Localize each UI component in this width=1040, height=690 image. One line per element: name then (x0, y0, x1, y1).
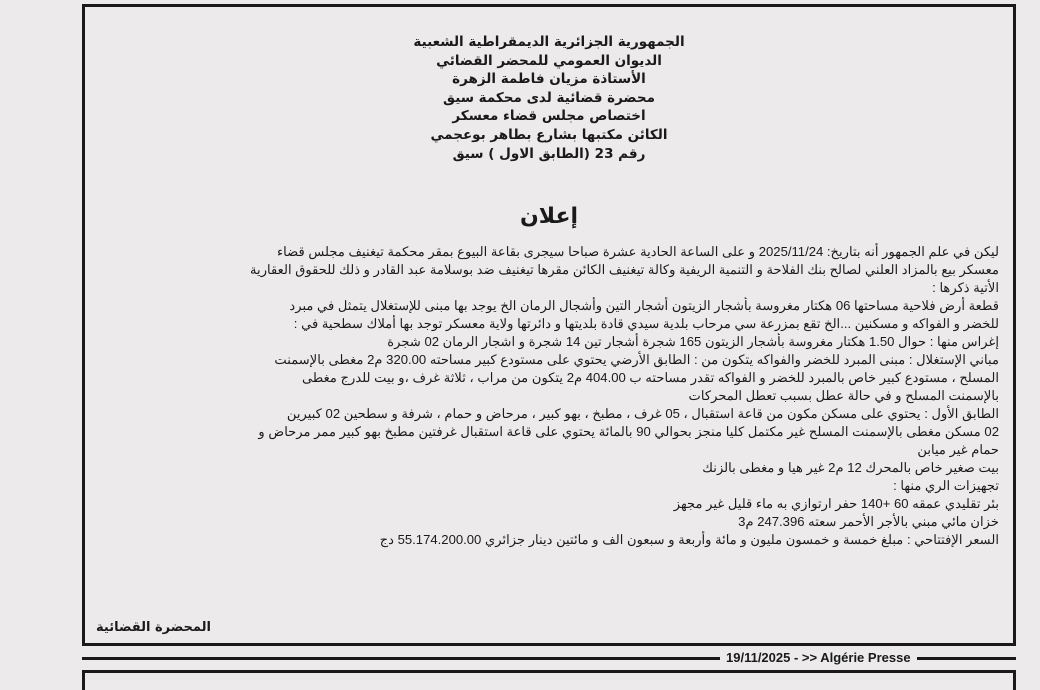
next-article-frame (82, 670, 1016, 690)
body-line: مباني الإستغلال : مبنى المبرد للخضر والفواكه يتكون من : الطابق الأرضي يحتوي على مستودع كبير مساحته 320.00 م2 مغطى بالإسمنت (274, 352, 999, 367)
body-line: للخضر و الفواكه و مسكنين ...الخ تقع بمزرعة سي مرحاب بلدية سيدي قادة بلديتها و دائرتها ولاية معسكر توجد بها أملاك سطحية في : (293, 316, 999, 331)
body-line: خزان مائي مبني بالأجر الأحمر سعته 247.396 م3 (738, 514, 999, 529)
header-line: الجمهورية الجزائرية الديمقراطية الشعبية (413, 34, 685, 50)
body-line: السعر الإفتتاحي : مبلغ خمسة و خمسون مليون و مائة وأربعة و سبعون الف و مائتين دينار جزائري 55.174.200.00 دج (379, 532, 999, 547)
body-line: قطعة أرض فلاحية مساحتها 06 هكتار مغروسة بأشجار الزيتون أشجار التين وأشجال الرمان الخ يوجد بها مبنى للإستغلال يتمثل في مبرد (289, 298, 999, 313)
body-line: بيت صغير خاص بالمحرك 12 م2 غير هيا و مغطى بالزنك (702, 460, 999, 475)
body-line: المسلح ، مستودع كبير خاص بالمبرد للخضر و الفواكه تقدر مساحته ب 404.00 م2 يتكون من مراب ، ثلاثة غرف ،و بيت للدرج مغطى (301, 370, 999, 385)
announcement-frame (82, 4, 1016, 646)
announcement-title: إعلان (519, 204, 579, 229)
header-line: الديوان العمومي للمحضر القضائي (436, 52, 662, 69)
body-line: ليكن في علم الجمهور أنه بتاريخ: 2025/11/24 و على الساعة الحادية عشرة صباحا سيجرى بقاعة البيوع بمقر محكمة تيغنيف مجلس قضاء (276, 244, 999, 259)
office-header (85, 33, 1013, 163)
announcement-body (99, 243, 999, 549)
body-line: الأتية ذكرها : (932, 280, 999, 295)
header-line: اختصاص مجلس قضاء معسكر (452, 108, 646, 125)
body-line: بئر تقليدي عمقه 60 +140 حفر ارتوازي به ماء قليل غير مجهز (673, 496, 999, 511)
body-line: الطابق الأول : يحتوي على مسكن مكون من قاعة استقبال ، 05 غرف ، مطبخ ، بهو كبير ، مرحاض و حمام ، شرفة و سطحين 02 كبيرين (286, 406, 999, 421)
header-line: رقم 23 (الطابق الاول ) سيق (452, 145, 646, 162)
header-line: محضرة قضائية لدى محكمة سيق (443, 89, 655, 106)
header-line: الأستاذة مزيان فاطمة الزهرة (452, 71, 646, 88)
header-line: الكائن مكتبها بشارع بطاهر بوعجمي (430, 126, 668, 143)
body-line: تجهيزات الري منها : (893, 478, 999, 493)
body-line: حمام غير ميابن (917, 442, 999, 457)
body-line: 02 مسكن مغطى بالإسمنت المسلح غير مكتمل كليا منجز بحوالي 90 بالمائة يحتوي على قاعة استقبال غرفتين مطبخ بهو كبير ممر مرحاض و (258, 424, 999, 439)
body-line: بالإسمنت المسلح و في حالة عطل بسبب تعطل المحركات (688, 388, 999, 403)
body-line: إغراس منها : حوال 1.50 هكتار مغروسة بأشجار الزيتون 165 شجرة أشجار تين 14 شجرة و اشجار الرمان 02 شجرة (387, 334, 999, 349)
bailiff-signature: المحضرة القضائية (96, 620, 211, 635)
body-line: معسكر بيع بالمزاد العلني لصالح بنك الفلاحة و التنمية الريفية وكالة تيغنيف الكائن مقرها تيغنيف ضد بوسلامة عبد القادر و ذلك للحقوق العقارية (250, 262, 999, 277)
source-footer: 19/11/2025 - >> Algérie Presse (720, 648, 917, 668)
